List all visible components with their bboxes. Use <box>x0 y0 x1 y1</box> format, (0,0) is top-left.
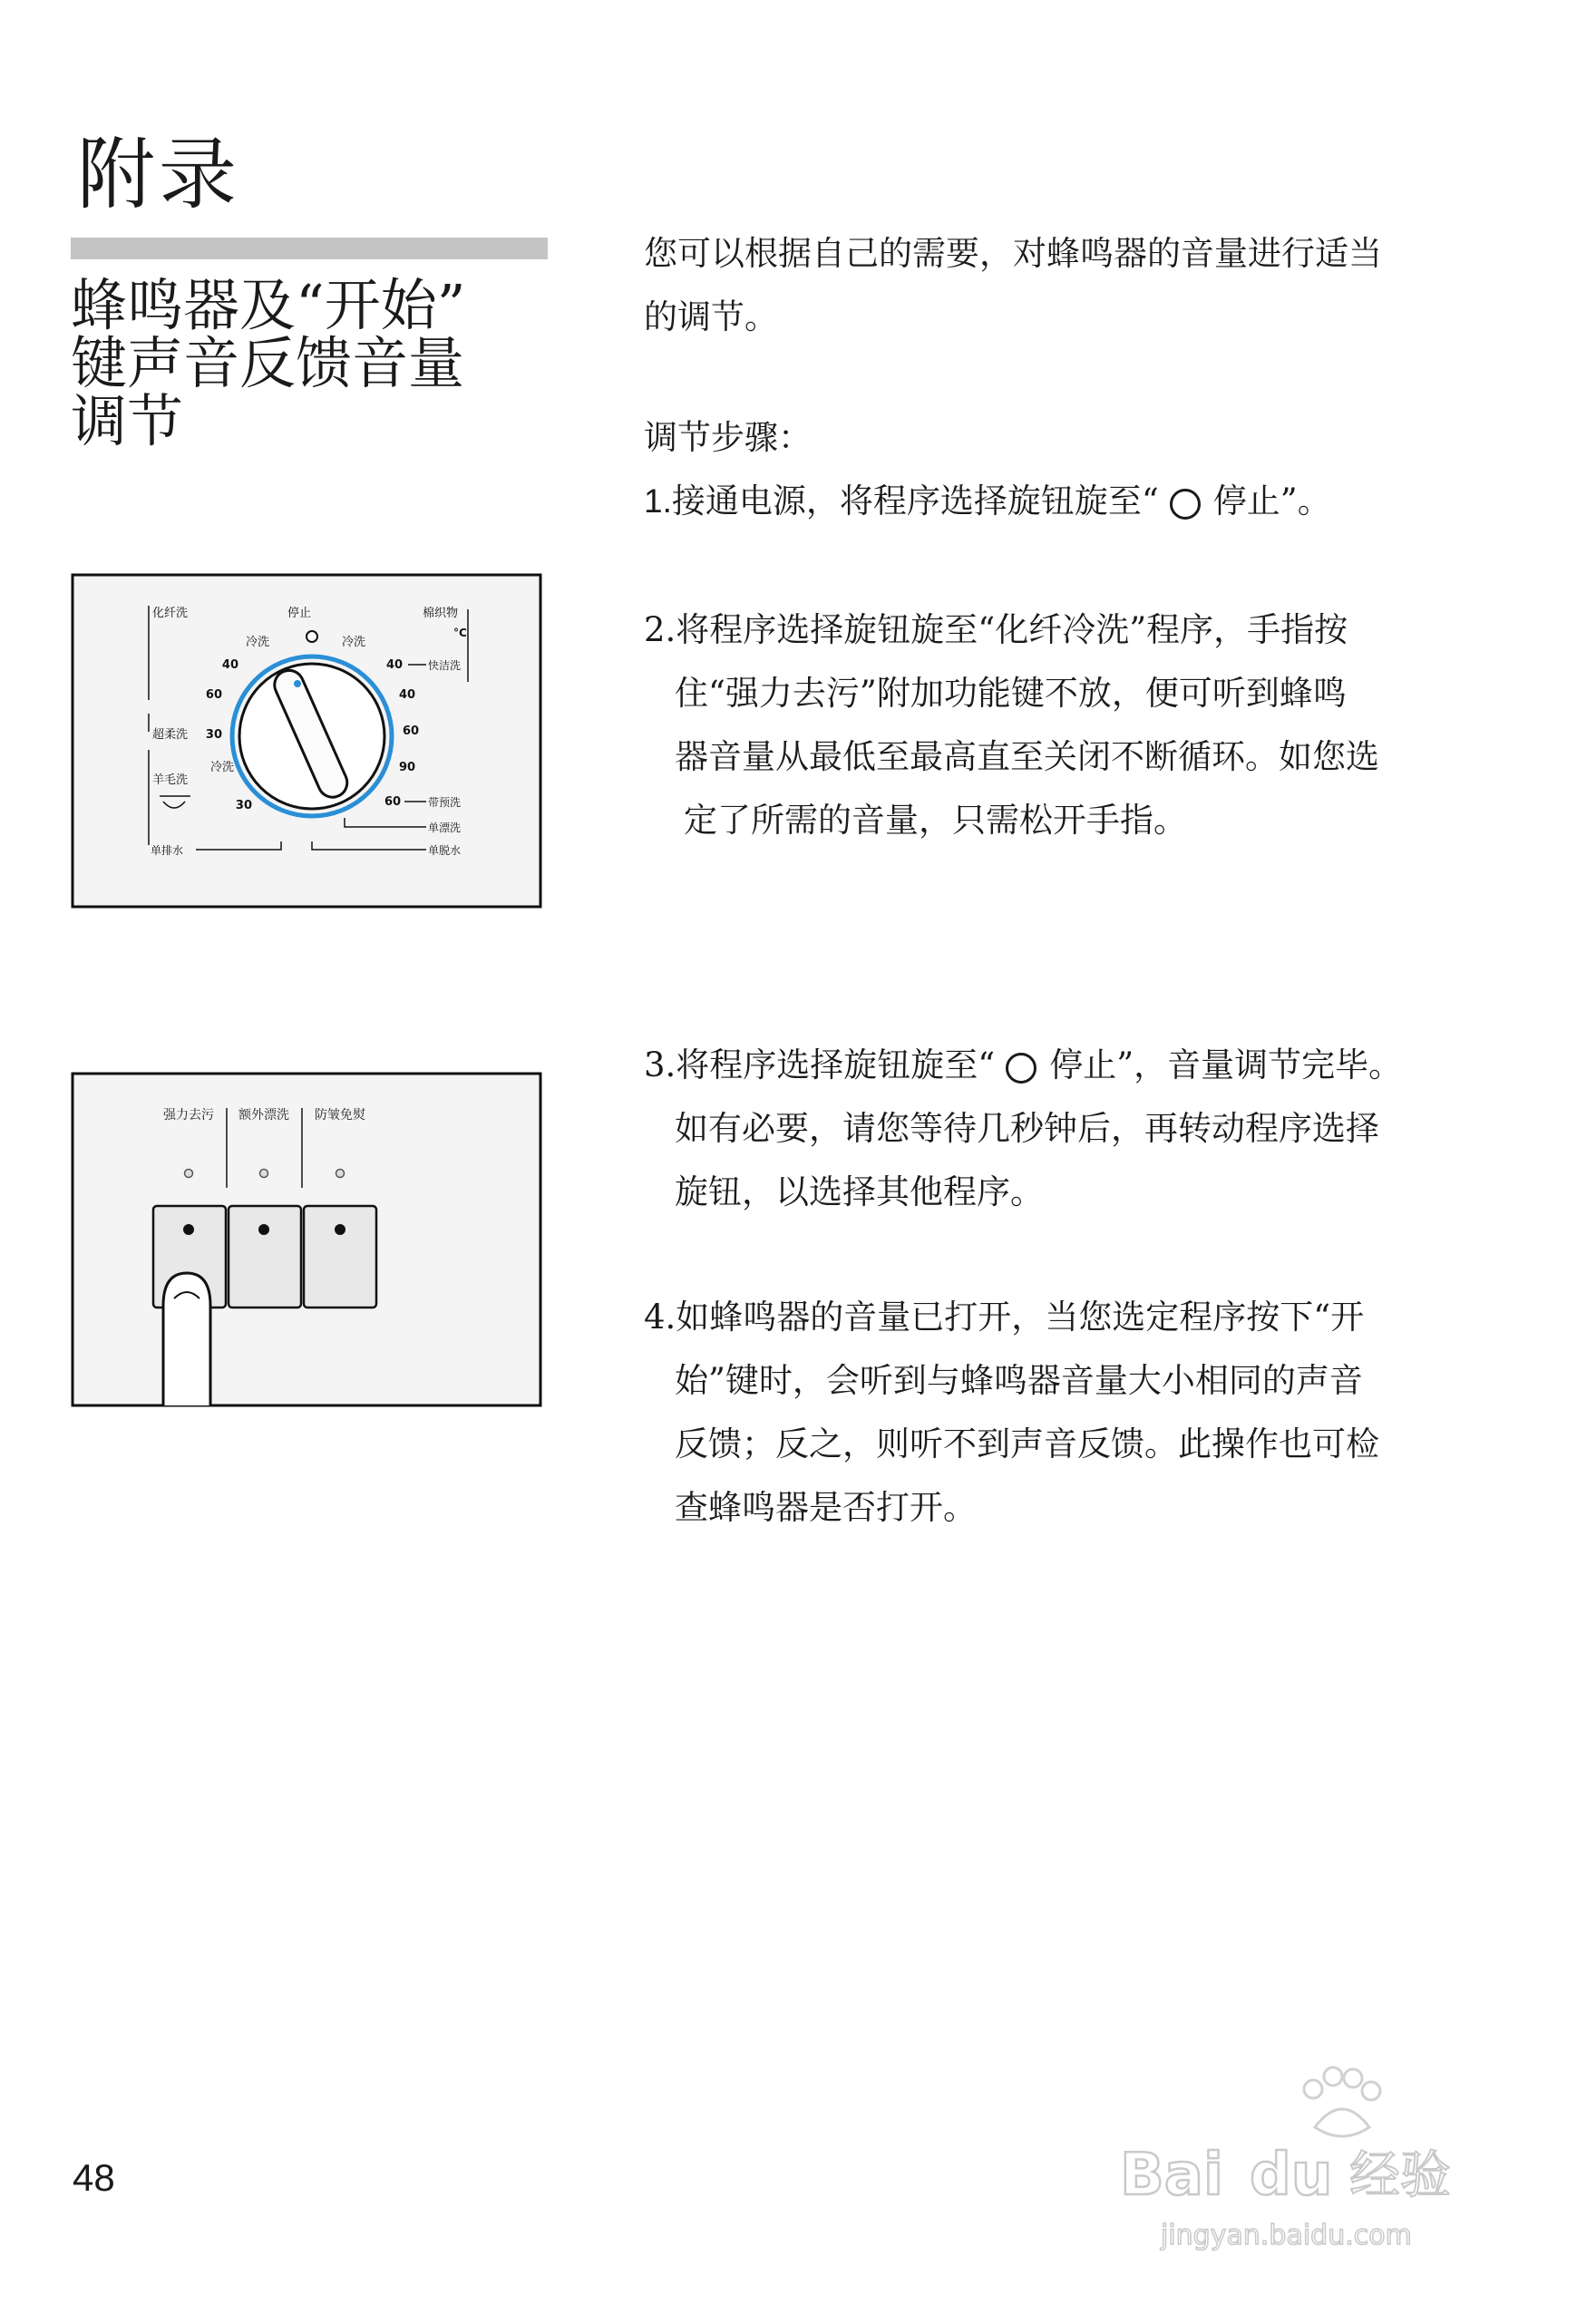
dial-temp: 60 <box>403 724 420 738</box>
step-2-line: 2.将程序选择旋钮旋至“化纤冷洗”程序，手指按 <box>644 610 1348 649</box>
dial-program-prewash: 带预洗 <box>428 796 462 809</box>
dial-temp: 90 <box>399 761 416 774</box>
title-rule <box>71 238 548 259</box>
step-3-line <box>644 1034 1569 1097</box>
svg-text:du: du <box>1250 2142 1333 2209</box>
button-dot-icon <box>183 1224 194 1235</box>
dial-temp: 40 <box>399 688 416 702</box>
dial-label-cold-right: 冷洗 <box>341 636 366 649</box>
baidu-watermark-logo <box>1115 2049 1533 2258</box>
step-4-line: 始”键时，会听到与蜂鸣器音量大小相同的声音 <box>675 1361 1363 1400</box>
dial-temp: 30 <box>235 799 252 812</box>
intro-line: 您可以根据自己的需要，对蜂鸣器的音量进行适当 <box>644 234 1382 273</box>
svg-text:经验: 经验 <box>1349 2146 1451 2205</box>
dial-program-drain: 单排水 <box>151 844 184 857</box>
dial-unit: °C <box>453 627 467 639</box>
step-2-line: 定了所需的音量，只需松开手指。 <box>684 801 1187 840</box>
dial-label-wool-cold: 冷洗 <box>209 761 234 774</box>
intro-paragraph <box>644 222 1487 349</box>
indicator-light-icon <box>336 1170 345 1178</box>
stop-marker-icon <box>307 631 317 642</box>
step-4-line: 查蜂鸣器是否打开。 <box>675 1488 977 1527</box>
dial-label-cotton: 棉织物 <box>423 607 459 620</box>
stop-position-icon <box>1170 489 1201 520</box>
dial-label-stop: 停止 <box>287 607 312 620</box>
dial-program-superfine: 超柔洗 <box>152 728 189 742</box>
option-label-extra-rinse: 额外漂洗 <box>238 1108 289 1123</box>
option-label-anti-crease: 防皱免熨 <box>315 1108 365 1123</box>
step-3-line: 旋钮，以选择其他程序。 <box>675 1172 1044 1211</box>
step-1-number: 1. <box>644 482 672 520</box>
indicator-light-icon <box>185 1170 193 1178</box>
dial-label-cold-left: 冷洗 <box>245 636 270 649</box>
option-button-extra-rinse[interactable] <box>229 1206 301 1308</box>
step-4 <box>644 1286 1487 1540</box>
step-2-line: 住“强力去污”附加功能键不放，便可听到蜂鸣 <box>675 674 1347 713</box>
option-button-anti-crease[interactable] <box>304 1206 376 1308</box>
dial-temp: 40 <box>386 658 404 672</box>
dial-temp: 60 <box>205 688 222 702</box>
button-dot-icon <box>258 1224 269 1235</box>
dial-temp: 30 <box>205 728 222 742</box>
step-3-text: 3.将程序选择旋钮旋至“ <box>644 1045 996 1084</box>
dial-program-spin: 单脱水 <box>428 844 462 857</box>
dial-label-synthetic: 化纤洗 <box>152 607 189 620</box>
step-3-line: 如有必要，请您等待几秒钟后，再转动程序选择 <box>675 1109 1379 1148</box>
stop-position-icon <box>1006 1053 1036 1084</box>
svg-text:Bai: Bai <box>1120 2142 1223 2209</box>
step-4-line: 4.如蜂鸣器的音量已打开，当您选定程序按下“开 <box>644 1298 1365 1337</box>
dial-pointer-icon <box>294 680 301 687</box>
dial-temp: 60 <box>384 795 402 809</box>
step-2 <box>644 598 1487 852</box>
step-1 <box>644 470 1551 533</box>
section-title-line: 调节 <box>71 388 184 454</box>
step-1-text-end: 停止”。 <box>1212 481 1331 520</box>
page-number: 48 <box>73 2156 115 2199</box>
step-3-text-end: 停止”，音量调节完毕。 <box>1049 1045 1403 1084</box>
step-3 <box>644 1034 1569 1224</box>
paw-icon <box>1304 2067 1380 2136</box>
step-1-text: 接通电源，将程序选择旋钮旋至“ <box>671 481 1159 520</box>
chapter-title: 附录 <box>77 130 240 220</box>
step-4-line: 反馈；反之，则听不到声音反馈。此操作也可检 <box>675 1424 1379 1463</box>
indicator-light-icon <box>260 1170 268 1178</box>
dial-program-rinse: 单漂洗 <box>428 822 462 834</box>
option-label-intensive: 强力去污 <box>163 1108 214 1123</box>
section-title-line: 键声音反馈音量 <box>71 330 465 396</box>
svg-text:jingyan.baidu.com: jingyan.baidu.com <box>1161 2220 1412 2251</box>
step-2-line: 器音量从最低至最高直至关闭不断循环。如您选 <box>675 737 1379 776</box>
section-title-line: 蜂鸣器及“开始” <box>71 272 466 338</box>
steps-heading: 调节步骤： <box>644 418 812 457</box>
dial-program-wool: 羊毛洗 <box>152 773 189 787</box>
dial-temp: 40 <box>221 658 238 672</box>
dial-program-quick: 快洁洗 <box>428 659 462 672</box>
section-title <box>71 272 579 454</box>
intro-line: 的调节。 <box>644 297 778 336</box>
button-dot-icon <box>335 1224 345 1235</box>
option-buttons-figure <box>71 1072 542 1407</box>
program-dial-figure <box>71 573 542 909</box>
